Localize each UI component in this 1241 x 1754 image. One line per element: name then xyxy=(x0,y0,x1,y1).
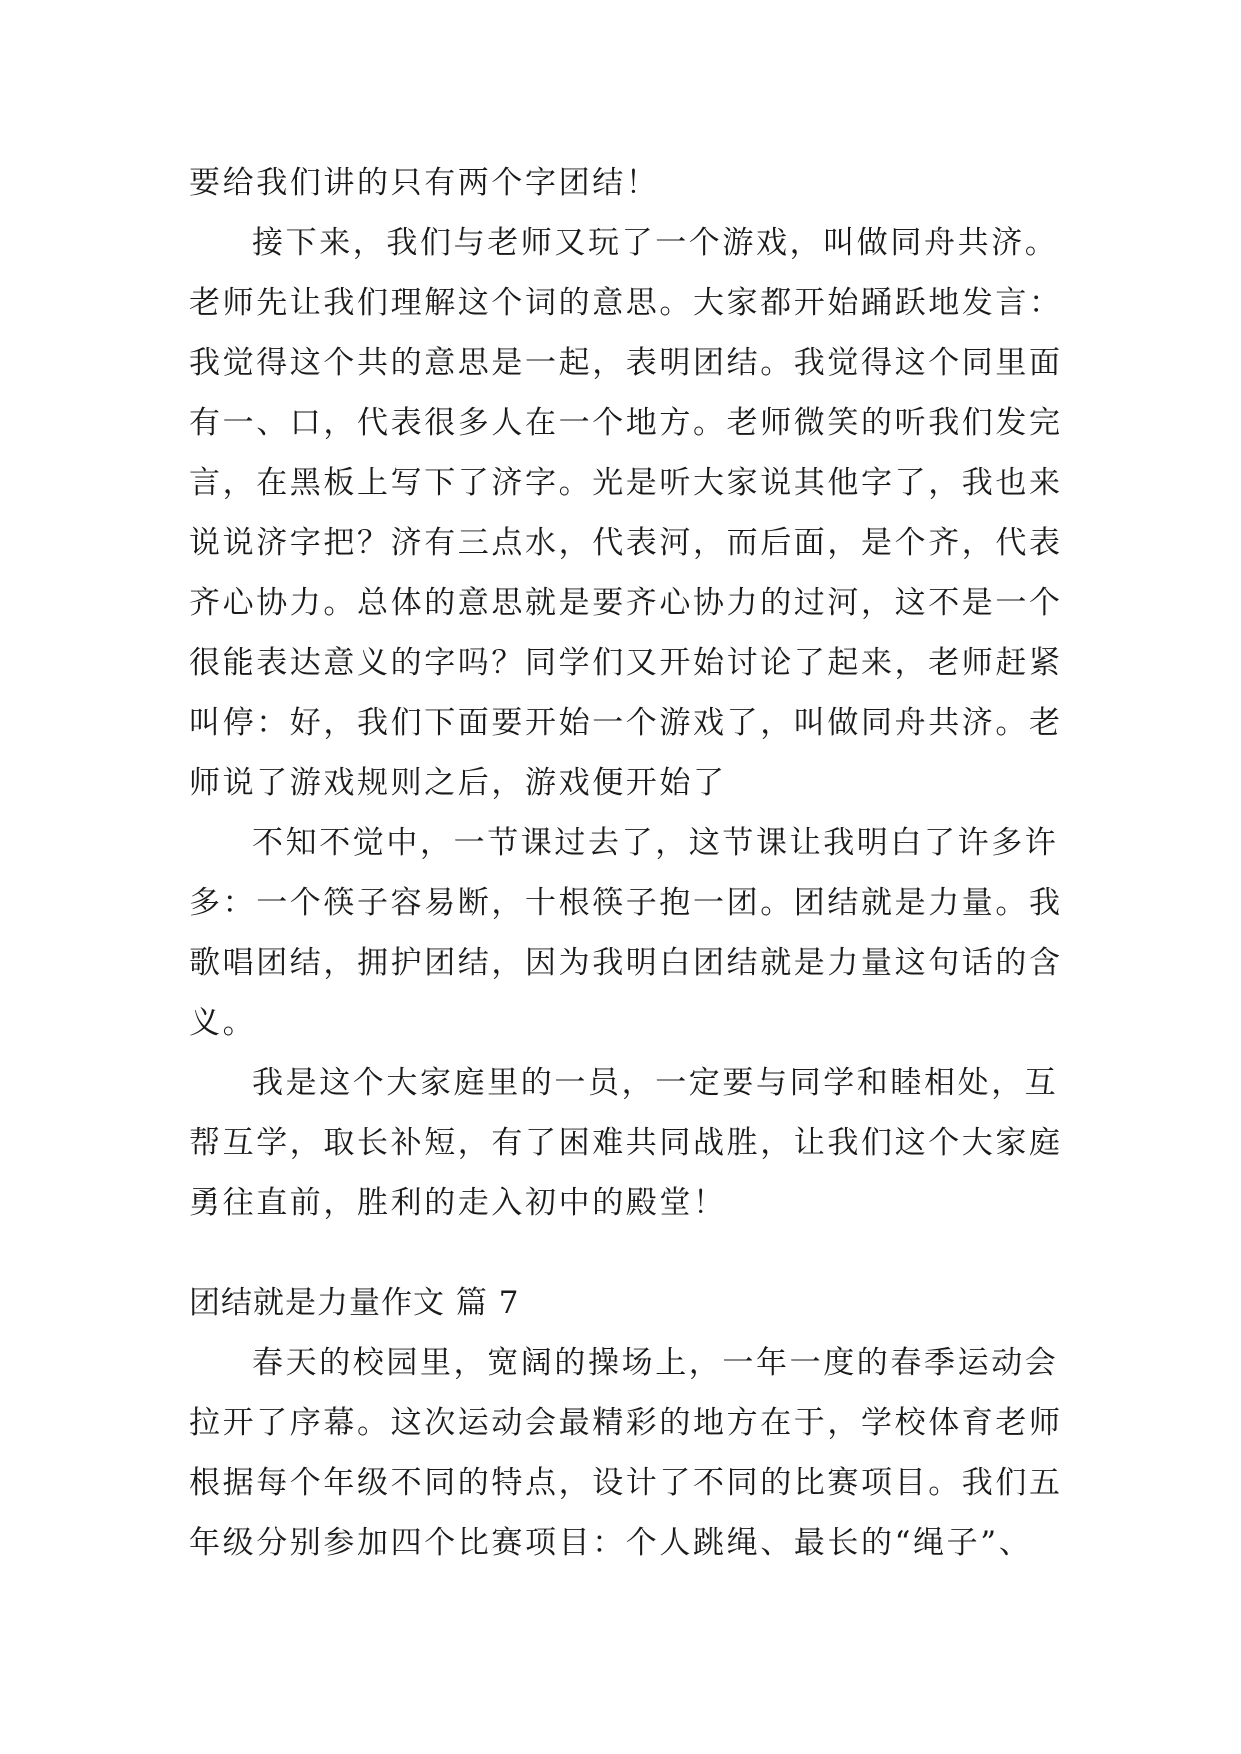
paragraph-first-line: 接下来，我们与老师又玩了一个游戏，叫做同舟共济。 xyxy=(252,225,1059,261)
paragraph-first-line: 不知不觉中，一节课过去了，这节课让我明白了许多许 xyxy=(252,825,1059,861)
text-line: 老师先让我们理解这个词的意思。大家都开始踊跃地发言： xyxy=(189,285,1063,321)
text-line: 根据每个年级不同的特点，设计了不同的比赛项目。我们五 xyxy=(189,1465,1063,1501)
text-line: 歌唱团结，拥护团结，因为我明白团结就是力量这句话的含 xyxy=(189,945,1063,981)
text-line: 说说济字把？济有三点水，代表河，而后面，是个齐，代表 xyxy=(189,525,1063,561)
text-line: 年级分别参加四个比赛项目：个人跳绳、最长的“绳子”、 xyxy=(189,1525,1033,1561)
text-line: 言，在黑板上写下了济字。光是听大家说其他字了，我也来 xyxy=(189,465,1063,501)
text-line: 很能表达意义的字吗？同学们又开始讨论了起来，老师赶紧 xyxy=(189,645,1063,681)
text-line: 帮互学，取长补短，有了困难共同战胜，让我们这个大家庭 xyxy=(189,1125,1063,1161)
text-line: 勇往直前，胜利的走入初中的殿堂！ xyxy=(189,1185,727,1221)
paragraph-first-line: 春天的校园里，宽阔的操场上，一年一度的春季运动会 xyxy=(252,1345,1059,1381)
text-line: 叫停：好，我们下面要开始一个游戏了，叫做同舟共济。老 xyxy=(189,705,1063,741)
paragraph-first-line: 我是这个大家庭里的一员，一定要与同学和睦相处，互 xyxy=(252,1065,1059,1101)
text-line: 师说了游戏规则之后，游戏便开始了 xyxy=(189,765,727,801)
text-line: 要给我们讲的只有两个字团结！ xyxy=(189,165,660,201)
text-line: 拉开了序幕。这次运动会最精彩的地方在于，学校体育老师 xyxy=(189,1405,1063,1441)
text-line: 我觉得这个共的意思是一起，表明团结。我觉得这个同里面 xyxy=(189,345,1063,381)
section-heading: 团结就是力量作文 篇 7 xyxy=(189,1285,520,1321)
text-line: 义。 xyxy=(189,1005,257,1041)
text-line: 多：一个筷子容易断，十根筷子抱一团。团结就是力量。我 xyxy=(189,885,1063,921)
text-line: 有一、口，代表很多人在一个地方。老师微笑的听我们发完 xyxy=(189,405,1063,441)
text-line: 齐心协力。总体的意思就是要齐心协力的过河，这不是一个 xyxy=(189,585,1063,621)
